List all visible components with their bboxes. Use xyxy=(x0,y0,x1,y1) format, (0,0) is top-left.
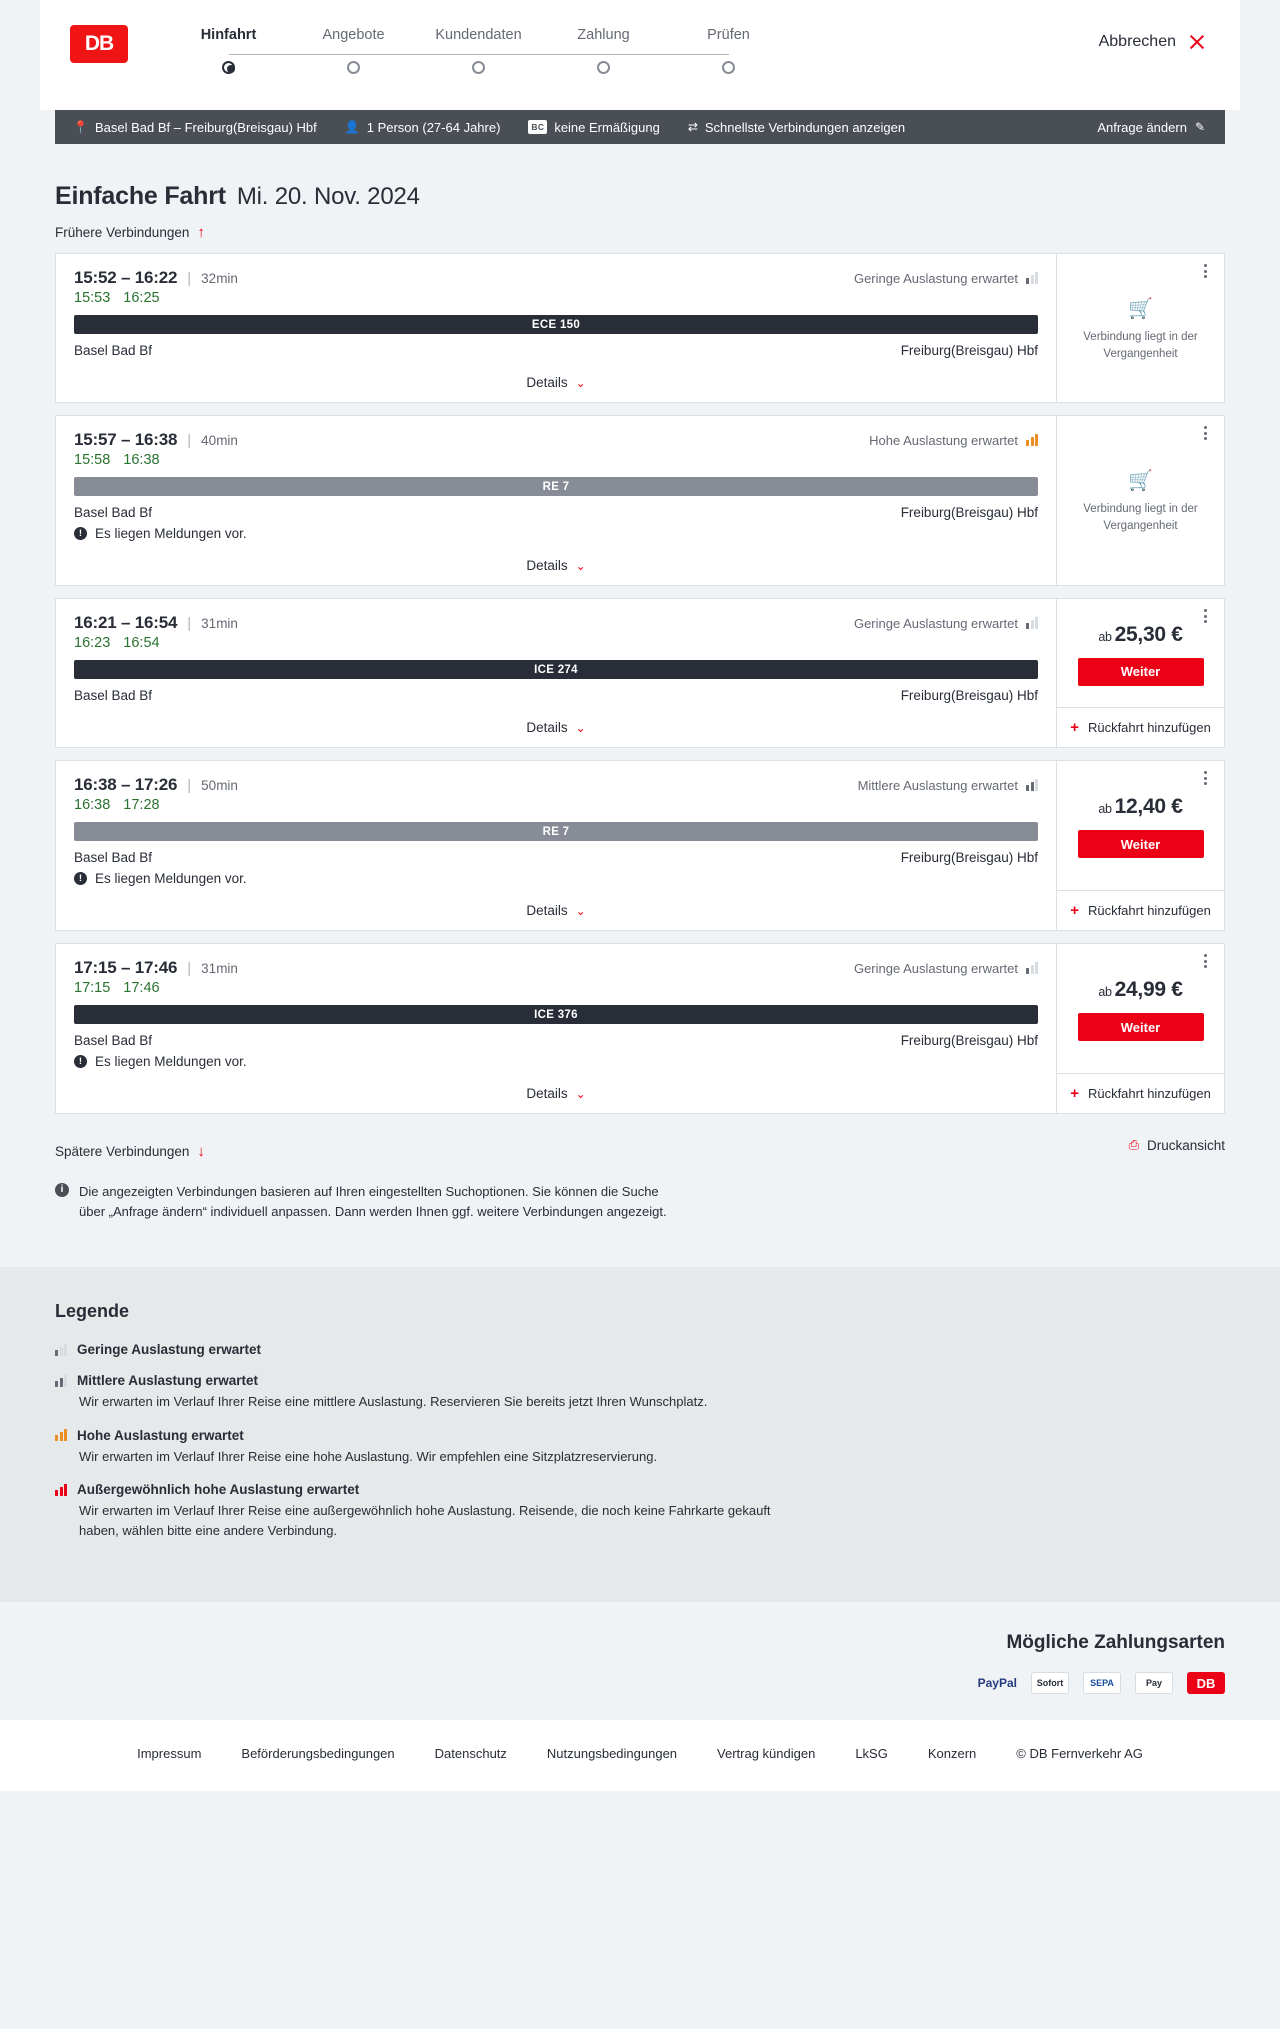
step-line xyxy=(354,54,479,55)
continue-button[interactable]: Weiter xyxy=(1078,830,1204,858)
occupancy-indicator xyxy=(854,271,1038,286)
connection-duration: 50min xyxy=(201,777,238,793)
legend-item-high xyxy=(55,1428,1225,1467)
realtime-times xyxy=(74,980,1038,996)
footer-link-datenschutz[interactable]: Datenschutz xyxy=(434,1746,507,1761)
info-icon: i xyxy=(55,1183,69,1197)
connection-time-range: 15:57 – 16:38 xyxy=(74,430,178,449)
cart-disabled-icon: 🛒 xyxy=(1128,297,1153,320)
legend-item-desc: Wir erwarten im Verlauf Ihrer Reise eine hohe Auslastung. Wir empfehlen eine Sitzplatzreservierung. xyxy=(79,1448,658,1464)
print-view-button[interactable] xyxy=(1129,1137,1225,1153)
price-prefix: ab xyxy=(1098,802,1112,816)
details-toggle[interactable] xyxy=(74,890,1038,930)
chevron-down-icon: ⌄ xyxy=(575,375,586,390)
occupancy-indicator xyxy=(854,616,1038,631)
checkout-stepper xyxy=(166,27,791,80)
connection-duration: 40min xyxy=(201,432,238,448)
plus-icon: + xyxy=(1070,1085,1079,1102)
summary-passengers[interactable] xyxy=(331,120,515,135)
station-row xyxy=(74,343,1038,358)
add-return-label: Rückfahrt hinzufügen xyxy=(1087,1086,1211,1101)
cancel-label: Abbrechen xyxy=(1098,33,1176,50)
occupancy-bars-icon xyxy=(1026,272,1038,284)
legend-item-extreme xyxy=(55,1482,1225,1540)
person-icon: 👤 xyxy=(344,120,360,134)
step-line xyxy=(479,54,604,55)
warning-icon: ! xyxy=(74,872,87,885)
step-dot xyxy=(472,61,485,74)
connection-info xyxy=(56,254,1056,402)
occupancy-label: Hohe Auslastung erwartet xyxy=(869,432,1018,448)
pencil-icon: ✎ xyxy=(1194,120,1205,134)
chevron-down-icon: ⌄ xyxy=(575,720,586,735)
step-dot xyxy=(222,61,235,74)
add-return-button[interactable] xyxy=(1057,707,1224,747)
legend-item-label: Geringe Auslastung erwartet xyxy=(77,1342,262,1357)
connection-card[interactable] xyxy=(55,415,1225,586)
connection-time-range: 16:21 – 16:54 xyxy=(74,613,178,632)
connection-card[interactable] xyxy=(55,253,1225,403)
connection-card[interactable] xyxy=(55,760,1225,931)
price-prefix: ab xyxy=(1098,629,1112,644)
connection-time-row xyxy=(74,775,1038,795)
earlier-connections-label: Frühere Verbindungen xyxy=(55,225,190,240)
past-connection-text: Verbindung liegt in der Vergangenheit xyxy=(1083,503,1198,532)
connection-info xyxy=(56,416,1056,585)
edit-search-label: Anfrage ändern xyxy=(1097,119,1187,135)
summary-sorting-label: Schnellste Verbindungen anzeigen xyxy=(704,119,906,135)
step-label: Hinfahrt xyxy=(200,27,257,43)
connection-card[interactable] xyxy=(55,943,1225,1114)
arrow-up-icon: ↑ xyxy=(197,224,205,241)
legend-item-mid xyxy=(55,1373,1225,1412)
payment-section xyxy=(0,1602,1280,1720)
connection-time-row xyxy=(74,430,1038,450)
legend-title: Legende xyxy=(55,1301,130,1321)
realtime-times xyxy=(74,797,1038,813)
occupancy-label: Geringe Auslastung erwartet xyxy=(853,960,1018,976)
step-hinfahrt[interactable] xyxy=(166,27,291,80)
connection-message[interactable] xyxy=(74,1054,1038,1069)
warning-icon: ! xyxy=(74,527,87,540)
connection-action-pane xyxy=(1056,761,1224,930)
sort-icon: ⇄ xyxy=(687,120,698,134)
occupancy-label: Geringe Auslastung erwartet xyxy=(853,270,1018,286)
occupancy-bars-icon xyxy=(1026,617,1038,629)
train-number-bar: ICE 274 xyxy=(74,660,1038,679)
bahncard-icon: BC xyxy=(528,120,547,134)
add-return-button[interactable] xyxy=(1057,890,1224,930)
page-title-text: Einfache Fahrt xyxy=(55,182,226,210)
payment-logos xyxy=(55,1672,1225,1694)
connection-action-pane xyxy=(1056,416,1224,585)
close-icon xyxy=(1188,33,1206,51)
header-bar xyxy=(40,0,1240,110)
connection-action-pane xyxy=(1056,254,1224,402)
realtime-arrival: 17:46 xyxy=(123,980,160,996)
details-toggle[interactable] xyxy=(74,707,1038,747)
step-line xyxy=(229,54,354,55)
cart-disabled-icon: 🛒 xyxy=(1128,470,1153,493)
price-value: 12,40 € xyxy=(1114,795,1183,818)
continue-button[interactable]: Weiter xyxy=(1078,658,1204,686)
step-line xyxy=(604,54,729,55)
page-title-date: Mi. 20. Nov. 2024 xyxy=(236,183,420,210)
train-number-bar: RE 7 xyxy=(74,822,1038,841)
departure-station: Basel Bad Bf xyxy=(74,850,153,865)
station-row xyxy=(74,505,1038,520)
footer-link-nutzungsbedingungen[interactable]: Nutzungsbedingungen xyxy=(546,1746,678,1761)
footer-link-konzern[interactable]: Konzern xyxy=(927,1746,977,1761)
occupancy-bars-icon xyxy=(1026,779,1038,791)
occupancy-label: Geringe Auslastung erwartet xyxy=(853,615,1018,631)
page-footer xyxy=(0,1720,1280,1791)
search-summary-bar xyxy=(55,110,1225,144)
db-payment-icon: DB xyxy=(1187,1672,1225,1694)
details-toggle[interactable] xyxy=(74,545,1038,585)
occupancy-indicator xyxy=(858,778,1038,793)
main-content xyxy=(0,182,1280,1267)
footer-link-befoerderungsbedingungen[interactable]: Beförderungsbedingungen xyxy=(241,1746,395,1761)
realtime-arrival: 17:28 xyxy=(123,797,160,813)
time-separator: | xyxy=(187,431,192,449)
connection-message-label: Es liegen Meldungen vor. xyxy=(95,871,247,886)
departure-station: Basel Bad Bf xyxy=(74,343,153,358)
db-logo: DB xyxy=(70,25,128,63)
arrival-station: Freiburg(Breisgau) Hbf xyxy=(900,688,1038,703)
legend-item-head xyxy=(55,1373,1225,1388)
chevron-down-icon: ⌄ xyxy=(575,903,586,918)
realtime-times xyxy=(74,290,1038,306)
details-label: Details xyxy=(526,720,568,735)
occupancy-bars-icon xyxy=(1026,962,1038,974)
connection-action-pane xyxy=(1056,599,1224,747)
realtime-times xyxy=(74,635,1038,651)
summary-route[interactable] xyxy=(69,120,331,135)
details-label: Details xyxy=(526,375,568,390)
summary-passengers-label: 1 Person (27-64 Jahre) xyxy=(366,119,501,135)
train-number-bar: ECE 150 xyxy=(74,315,1038,334)
station-row xyxy=(74,688,1038,703)
occupancy-label: Mittlere Auslastung erwartet xyxy=(857,777,1018,793)
connection-duration: 31min xyxy=(201,960,238,976)
footer-links xyxy=(55,1746,1225,1761)
connection-action-pane xyxy=(1056,944,1224,1113)
occupancy-bars-icon xyxy=(55,1375,67,1387)
connection-time-range: 17:15 – 17:46 xyxy=(74,958,178,977)
step-dot xyxy=(722,61,735,74)
chevron-down-icon: ⌄ xyxy=(575,1086,586,1101)
details-toggle[interactable] xyxy=(74,1073,1038,1113)
departure-station: Basel Bad Bf xyxy=(74,505,153,520)
footer-link-lksg[interactable]: LkSG xyxy=(855,1746,888,1761)
payment-title: Mögliche Zahlungsarten xyxy=(1006,1632,1225,1653)
realtime-times xyxy=(74,452,1038,468)
chevron-down-icon: ⌄ xyxy=(575,558,586,573)
connection-duration: 32min xyxy=(201,270,238,286)
sofort-icon: Sofort xyxy=(1031,1672,1069,1694)
connection-info xyxy=(56,944,1056,1113)
more-options-button[interactable] xyxy=(1196,424,1214,442)
step-label: Kundendaten xyxy=(435,27,522,43)
time-separator: | xyxy=(187,959,192,977)
footer-link-impressum[interactable]: Impressum xyxy=(137,1746,202,1761)
connection-message[interactable] xyxy=(74,871,1038,886)
price-value-row xyxy=(1098,623,1182,647)
connection-time-range: 15:52 – 16:22 xyxy=(74,268,178,287)
add-return-label: Rückfahrt hinzufügen xyxy=(1087,903,1211,918)
realtime-departure: 15:58 xyxy=(74,452,111,468)
legend-item-label: Mittlere Auslastung erwartet xyxy=(77,1373,259,1388)
step-label: Angebote xyxy=(322,27,385,43)
continue-button[interactable]: Weiter xyxy=(1078,1013,1204,1041)
summary-sorting[interactable] xyxy=(674,120,919,135)
departure-station: Basel Bad Bf xyxy=(74,688,153,703)
step-dot xyxy=(597,61,610,74)
details-toggle[interactable] xyxy=(74,362,1038,402)
departure-station: Basel Bad Bf xyxy=(74,1033,153,1048)
connection-time-row xyxy=(74,958,1038,978)
time-separator: | xyxy=(187,269,192,287)
price-value: 25,30 € xyxy=(1114,622,1183,646)
summary-discount-label: keine Ermäßigung xyxy=(554,119,660,135)
train-number-bar: ICE 376 xyxy=(74,1005,1038,1024)
arrival-station: Freiburg(Breisgau) Hbf xyxy=(900,850,1038,865)
plus-icon: + xyxy=(1070,902,1079,919)
summary-route-label: Basel Bad Bf – Freiburg(Breisgau) Hbf xyxy=(94,119,317,135)
plus-icon: + xyxy=(1070,719,1079,736)
connection-message-label: Es liegen Meldungen vor. xyxy=(95,1054,247,1069)
realtime-arrival: 16:54 xyxy=(123,635,160,651)
step-dot xyxy=(347,61,360,74)
legend-item-low xyxy=(55,1342,1225,1357)
connection-time-range: 16:38 – 17:26 xyxy=(74,775,178,794)
more-options-button[interactable] xyxy=(1196,952,1214,970)
occupancy-bars-icon xyxy=(1026,434,1038,446)
time-separator: | xyxy=(187,614,192,632)
legend-item-label: Hohe Auslastung erwartet xyxy=(77,1427,244,1443)
add-return-button[interactable] xyxy=(1057,1073,1224,1113)
later-connections-label: Spätere Verbindungen xyxy=(55,1144,190,1159)
legend-item-head xyxy=(55,1342,1225,1357)
connection-time-row xyxy=(74,613,1038,633)
price-value-row xyxy=(1098,978,1182,1002)
add-return-label: Rückfahrt hinzufügen xyxy=(1087,720,1211,735)
earlier-connections-button[interactable] xyxy=(55,224,1225,241)
price-value: 24,99 € xyxy=(1114,978,1183,1001)
time-separator: | xyxy=(187,776,192,794)
station-row xyxy=(74,1033,1038,1048)
realtime-departure: 17:15 xyxy=(74,980,111,996)
connection-info xyxy=(56,761,1056,930)
page-title xyxy=(55,182,1225,211)
occupancy-bars-icon xyxy=(55,1344,67,1356)
summary-discount[interactable] xyxy=(514,120,673,135)
connection-card[interactable] xyxy=(55,598,1225,748)
price-prefix: ab xyxy=(1098,985,1112,999)
arrow-down-icon: ↓ xyxy=(197,1143,205,1160)
realtime-departure: 16:38 xyxy=(74,797,111,813)
applepay-icon: Pay xyxy=(1135,1672,1173,1694)
warning-icon: ! xyxy=(74,1055,87,1068)
legend-item-desc: Wir erwarten im Verlauf Ihrer Reise eine mittlere Auslastung. Reservieren Sie bereits jetzt Ihren Wunschplatz. xyxy=(79,1394,708,1409)
legend-section xyxy=(0,1267,1280,1602)
more-options-button[interactable] xyxy=(1196,262,1214,280)
station-row xyxy=(74,850,1038,865)
realtime-departure: 16:23 xyxy=(74,635,111,651)
sepa-icon: SEPA xyxy=(1083,1672,1121,1694)
step-label: Zahlung xyxy=(577,27,630,43)
details-label: Details xyxy=(526,558,568,573)
occupancy-indicator xyxy=(869,433,1038,448)
step-label: Prüfen xyxy=(707,27,750,43)
realtime-departure: 15:53 xyxy=(74,290,111,306)
edit-search-button[interactable] xyxy=(1097,120,1211,135)
list-footer xyxy=(55,1130,1225,1160)
connection-duration: 31min xyxy=(201,615,238,631)
legend-item-head xyxy=(55,1428,1225,1443)
more-options-button[interactable] xyxy=(1196,607,1214,625)
later-connections-button[interactable] xyxy=(55,1143,205,1160)
search-hint xyxy=(55,1182,1225,1267)
past-connection-text: Verbindung liegt in der Vergangenheit xyxy=(1083,330,1198,360)
footer-link-vertrag-kuendigen[interactable]: Vertrag kündigen xyxy=(717,1746,816,1761)
details-label: Details xyxy=(526,903,568,918)
realtime-arrival: 16:25 xyxy=(123,290,160,306)
print-view-label: Druckansicht xyxy=(1146,1137,1225,1153)
more-options-button[interactable] xyxy=(1196,769,1214,787)
price-value-row xyxy=(1098,795,1182,819)
arrival-station: Freiburg(Breisgau) Hbf xyxy=(900,1033,1038,1048)
occupancy-indicator xyxy=(854,961,1038,976)
legend-item-desc: Wir erwarten im Verlauf Ihrer Reise eine außergewöhnlich hohe Auslastung. Reisende, die noch keine Fahrkarte gekauft haben, wählen bitte eine andere Verbindung. xyxy=(79,1503,771,1538)
location-pin-icon: 📍 xyxy=(73,120,88,134)
legend-item-head xyxy=(55,1482,1225,1497)
train-number-bar: RE 7 xyxy=(74,477,1038,496)
arrival-station: Freiburg(Breisgau) Hbf xyxy=(900,505,1038,520)
occupancy-bars-icon xyxy=(55,1429,67,1441)
connection-message-label: Es liegen Meldungen vor. xyxy=(95,526,247,541)
occupancy-bars-crossed-icon xyxy=(55,1484,67,1496)
connection-time-row xyxy=(74,268,1038,288)
realtime-arrival: 16:38 xyxy=(123,452,160,468)
details-label: Details xyxy=(526,1086,568,1101)
connection-info xyxy=(56,599,1056,747)
search-hint-text: Die angezeigten Verbindungen basieren auf Ihren eingestellten Suchoptionen. Sie können die Suche über „Anfrage ändern“ individuell anpassen. Dann werden Ihnen ggf. weitere Verbindungen angezeigt. xyxy=(79,1184,667,1219)
connection-message[interactable] xyxy=(74,526,1038,541)
printer-icon: ⎙ xyxy=(1128,1137,1139,1152)
arrival-station: Freiburg(Breisgau) Hbf xyxy=(900,343,1038,358)
footer-copyright: © DB Fernverkehr AG xyxy=(1016,1746,1143,1761)
cancel-button[interactable] xyxy=(1099,33,1206,51)
legend-item-label: Außergewöhnlich hohe Auslastung erwartet xyxy=(77,1482,360,1497)
paypal-icon: PayPal xyxy=(977,1676,1017,1690)
